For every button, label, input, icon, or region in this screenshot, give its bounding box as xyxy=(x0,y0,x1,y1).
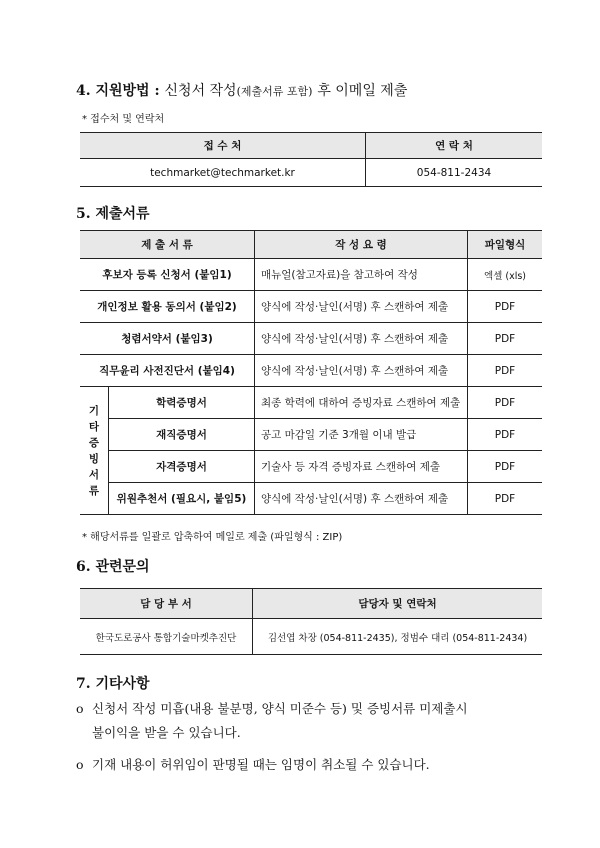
doc-format: PDF xyxy=(468,291,543,323)
section4-rest-b: 후 이메일 제출 xyxy=(317,83,408,99)
doc-name: 학력증명서 xyxy=(109,387,255,419)
doc-method: 공고 마감일 기준 3개월 이내 발급 xyxy=(255,419,468,451)
inquiry-header-contact: 담당자 및 연락처 xyxy=(253,589,543,619)
doc-format: PDF xyxy=(468,387,543,419)
section4-note: * 접수처 및 연락처 xyxy=(82,114,165,125)
doc-method: 매뉴얼(참고자료)을 참고하여 작성 xyxy=(255,259,468,291)
doc-method: 양식에 작성·날인(서명) 후 스캔하여 제출 xyxy=(255,355,468,387)
notice-line: 불이익을 받을 수 있습니다. xyxy=(92,725,241,740)
doc-method: 최종 학력에 대하여 증빙자료 스캔하여 제출 xyxy=(255,387,468,419)
table-row xyxy=(80,323,542,355)
doc-name: 청렴서약서 (붙임3) xyxy=(80,323,255,355)
section6-heading: 6. 관련문의 xyxy=(76,559,150,575)
doc-format: PDF xyxy=(468,483,543,515)
table-row xyxy=(80,483,542,515)
notice-item xyxy=(76,753,546,777)
table-row xyxy=(80,451,542,483)
group-label-line: 기타 xyxy=(88,404,100,433)
doc-name: 개인정보 활용 동의서 (붙임2) xyxy=(80,291,255,323)
doc-format: PDF xyxy=(468,323,543,355)
inquiry-dept: 한국도로공사 통합기술마켓추진단 xyxy=(80,619,253,655)
notice-line: 기재 내용이 허위임이 판명될 때는 임명이 취소될 수 있습니다. xyxy=(92,757,430,772)
inquiry-table xyxy=(80,588,542,655)
notice-line: 신청서 작성 미흡(내용 불분명, 양식 미준수 등) 및 증빙서류 미제출시 xyxy=(92,701,468,716)
section4-rest-a: 신청서 작성 xyxy=(164,83,237,99)
doc-format: PDF xyxy=(468,355,543,387)
group-label xyxy=(80,387,109,515)
doc-method: 양식에 작성·날인(서명) 후 스캔하여 제출 xyxy=(255,483,468,515)
section7-heading: 7. 기타사항 xyxy=(76,676,150,692)
inquiry-contact: 김선엽 차장 (054-811-2435), 정범수 대리 (054-811-2434) xyxy=(253,619,543,655)
table-row xyxy=(80,387,542,419)
docs-header-format: 파일형식 xyxy=(468,231,543,259)
notice-item xyxy=(76,697,546,745)
table-row xyxy=(80,259,542,291)
section4-rest-small: (제출서류 포함) xyxy=(236,85,313,98)
doc-name: 자격증명서 xyxy=(109,451,255,483)
section4-title: 4. 지원방법 : xyxy=(76,83,160,99)
table-row xyxy=(80,419,542,451)
contact-email: techmarket@techmarket.kr xyxy=(80,159,366,187)
bullet-marker: o xyxy=(76,701,84,716)
contact-phone: 054-811-2434 xyxy=(366,159,543,187)
doc-name: 후보자 등록 신청서 (붙임1) xyxy=(80,259,255,291)
doc-format: 엑셀 (xls) xyxy=(468,259,543,291)
doc-format: PDF xyxy=(468,419,543,451)
documents-table xyxy=(80,230,542,515)
contact-header-recipient: 접 수 처 xyxy=(80,133,366,159)
doc-name: 재직증명서 xyxy=(109,419,255,451)
doc-method: 기술사 등 자격 증빙자료 스캔하여 제출 xyxy=(255,451,468,483)
docs-header-doc: 제 출 서 류 xyxy=(80,231,255,259)
bullet-marker: o xyxy=(76,757,84,772)
doc-format: PDF xyxy=(468,451,543,483)
contact-table xyxy=(80,132,542,187)
docs-header-method: 작 성 요 령 xyxy=(255,231,468,259)
table-row xyxy=(80,291,542,323)
doc-method: 양식에 작성·날인(서명) 후 스캔하여 제출 xyxy=(255,291,468,323)
section5-heading: 5. 제출서류 xyxy=(76,206,150,222)
doc-name: 직무윤리 사전진단서 (붙임4) xyxy=(80,355,255,387)
contact-header-phone: 연 락 처 xyxy=(366,133,543,159)
section5-note: * 해당서류를 일괄로 압축하여 메일로 제출 (파일형식 : ZIP) xyxy=(82,532,343,543)
doc-name: 위원추천서 (필요시, 붙임5) xyxy=(109,483,255,515)
group-label-line: 증빙 xyxy=(88,436,100,465)
group-label-line: 서류 xyxy=(88,468,100,497)
inquiry-header-dept: 담 당 부 서 xyxy=(80,589,253,619)
table-row xyxy=(80,355,542,387)
doc-method: 양식에 작성·날인(서명) 후 스캔하여 제출 xyxy=(255,323,468,355)
section4-heading xyxy=(76,80,407,100)
